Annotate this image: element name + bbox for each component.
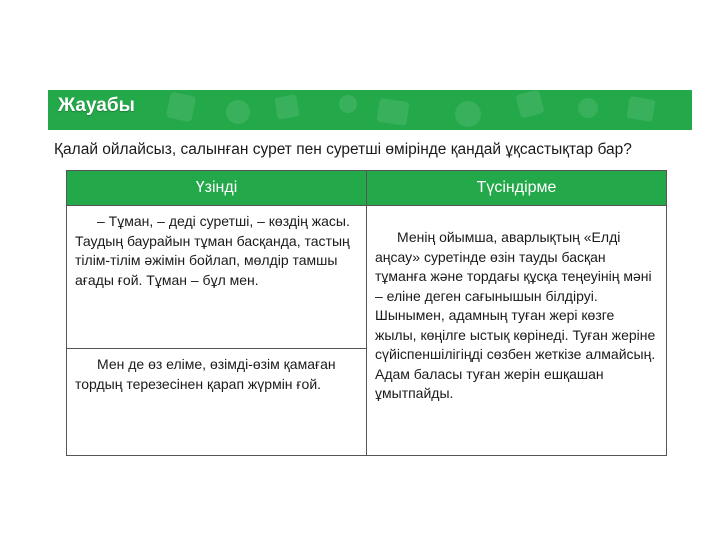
table-header-row: [67, 171, 667, 206]
header-explanation: Түсіндірме: [367, 171, 667, 206]
excerpt-cell-1: [67, 206, 367, 349]
header-excerpt: Үзінді: [67, 171, 367, 206]
answer-table: [66, 170, 667, 456]
banner-title: Жауабы: [58, 95, 135, 116]
excerpt-text-1: – Тұман, – деді суретші, – көздің жасы. Таудың баурайын тұман басқанда, тастың тілім-тілім әжімін бойлап, мөлдір тамшы ағады ғой. Тұман – бұл мен.: [75, 213, 350, 288]
banner-decoration: [48, 90, 692, 130]
answer-banner: [48, 90, 692, 130]
question-text: Қалай ойлайсыз, салынған сурет пен суретші өмірінде қандай ұқсастықтар бар?: [54, 141, 632, 158]
table-row: [67, 206, 667, 349]
explanation-cell: [367, 206, 667, 456]
explanation-text: Менің ойымша, аварлықтың «Елді аңсау» суретінде өзін тауды басқан тұманға және тордағы құсқа теңеуінің мәні – еліне деген сағынышын білдіруі. Шынымен, адамның туған жері көзге жылы, көңілге ыстық көрінеді. Туған жеріне сүйіспеншілігіңді сөзбен жеткізе алмайсың. Адам баласы туған жерін ешқашан ұмытпайды.: [375, 229, 656, 401]
excerpt-text-2: Мен де өз еліме, өзімді-өзім қамаған тордың терезесінен қарап жүрмін ғой.: [75, 356, 336, 392]
excerpt-cell-2: [67, 349, 367, 456]
